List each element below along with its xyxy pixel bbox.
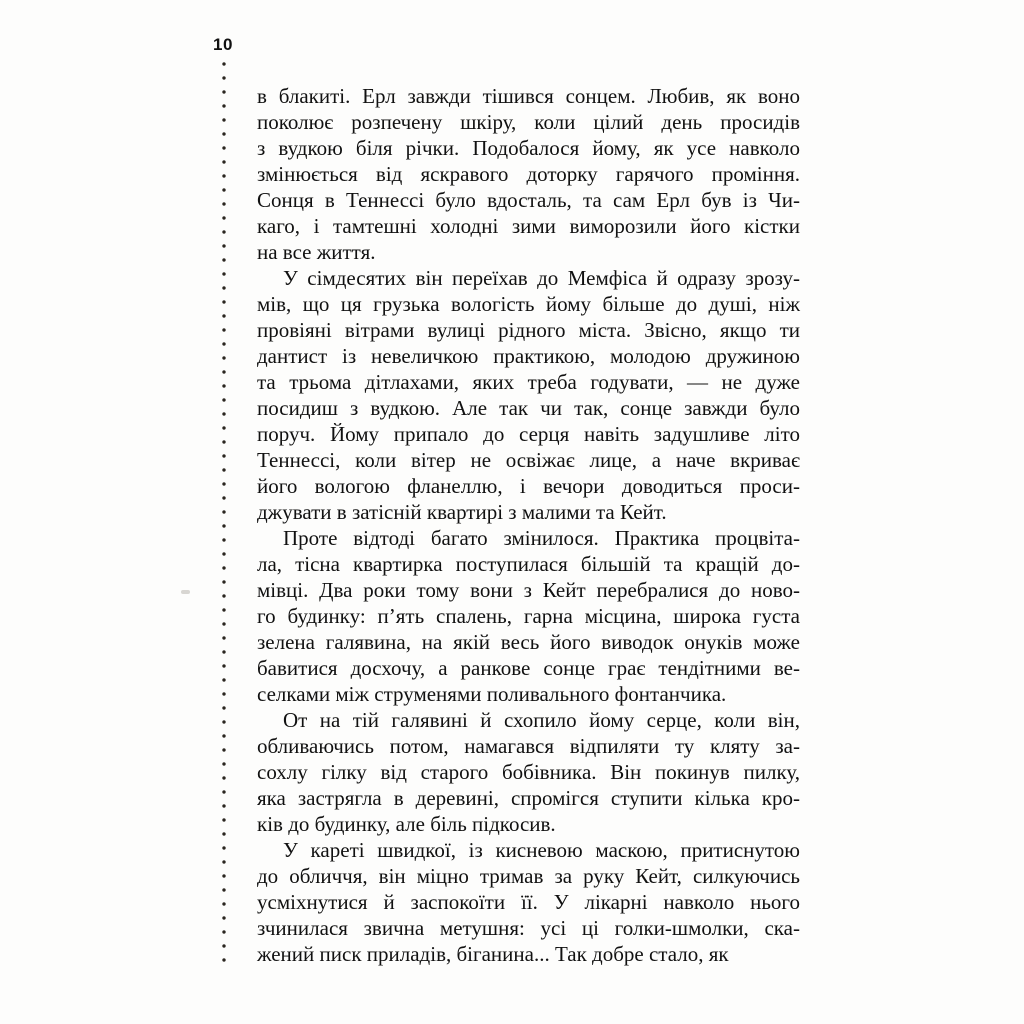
scan-artifact-speck bbox=[181, 590, 190, 594]
text-line: мівці. Два роки тому вони з Кейт перебралися до ново- bbox=[257, 578, 800, 602]
text-line: каго, і тамтешні холодні зими виморозили його кістки bbox=[257, 214, 800, 238]
text-line: та трьома дітлахами, яких треба годувати, — не дуже bbox=[257, 370, 800, 394]
text-line: ла, тісна квартирка поступилася більшій та кращій до- bbox=[257, 552, 800, 576]
text-line: От на тій галявині й схопило йому серце, коли він, bbox=[283, 708, 800, 732]
page-number: 10 bbox=[213, 35, 233, 54]
text-line: Проте відтоді багато змінилося. Практика процвіта- bbox=[283, 526, 800, 550]
text-line: джувати в затісній квартирі з малими та Кейт. bbox=[257, 500, 667, 524]
text-line: жений писк приладів, біганина... Так добре стало, як bbox=[257, 942, 729, 966]
text-line: мів, що ця грузька вологість йому більше до душі, ніж bbox=[257, 292, 800, 316]
text-line: обливаючись потом, намагався відпиляти ту кляту за- bbox=[257, 734, 800, 758]
text-line: Теннессі, коли вітер не освіжає лице, а наче вкриває bbox=[257, 448, 800, 472]
text-line: бавитися досхочу, а ранкове сонце грає тендітними ве- bbox=[257, 656, 800, 680]
paragraph bbox=[257, 525, 800, 707]
text-line: дантист із невеличкою практикою, молодою дружиною bbox=[257, 344, 800, 368]
text-line: на все життя. bbox=[257, 240, 376, 264]
text-line: змінюється від яскравого доторку гарячого проміння. bbox=[257, 162, 800, 186]
text-line: У кареті швидкої, із кисневою маскою, притиснутою bbox=[283, 838, 800, 862]
text-line: зчинилася звична метушня: усі ці голки-шмолки, ска- bbox=[257, 916, 800, 940]
text-line: в блакиті. Ерл завжди тішився сонцем. Любив, як воно bbox=[257, 84, 800, 108]
page-text bbox=[257, 83, 800, 967]
text-line: го будинку: п’ять спалень, гарна місцина, широка густа bbox=[257, 604, 800, 628]
text-line: його вологою фланеллю, і вечори доводиться проси- bbox=[257, 474, 800, 498]
paragraph bbox=[257, 707, 800, 837]
text-line: Сонця в Теннессі було вдосталь, та сам Ерл був із Чи- bbox=[257, 188, 800, 212]
text-line: селками між струменями поливального фонтанчика. bbox=[257, 682, 727, 706]
text-line: яка застрягла в деревині, спромігся ступити кілька кро- bbox=[257, 786, 800, 810]
text-line: поколює розпечену шкіру, коли цілий день просидів bbox=[257, 110, 800, 134]
paragraph bbox=[257, 265, 800, 525]
text-line: провіяні вітрами вулиці рідного міста. Звісно, якщо ти bbox=[257, 318, 800, 342]
text-line: усміхнутися й заспокоїти її. У лікарні навколо нього bbox=[257, 890, 800, 914]
text-line: зелена галявина, на якій весь його виводок онуків може bbox=[257, 630, 800, 654]
text-line: з вудкою біля річки. Подобалося йому, як усе навколо bbox=[257, 136, 800, 160]
paragraph bbox=[257, 837, 800, 967]
dotted-margin-rule bbox=[221, 60, 227, 970]
text-line: сохлу гілку від старого бобівника. Він покинув пилку, bbox=[257, 760, 800, 784]
text-line: У сімдесятих він переїхав до Мемфіса й одразу зрозу- bbox=[283, 266, 800, 290]
text-line: ків до будинку, але біль підкосив. bbox=[257, 812, 556, 836]
text-line: поруч. Йому припало до серця навіть задушливе літо bbox=[257, 422, 800, 446]
paragraph bbox=[257, 83, 800, 265]
text-line: посидиш з вудкою. Але так чи так, сонце завжди було bbox=[257, 396, 800, 420]
text-line: до обличчя, він міцно тримав за руку Кейт, силкуючись bbox=[257, 864, 800, 888]
